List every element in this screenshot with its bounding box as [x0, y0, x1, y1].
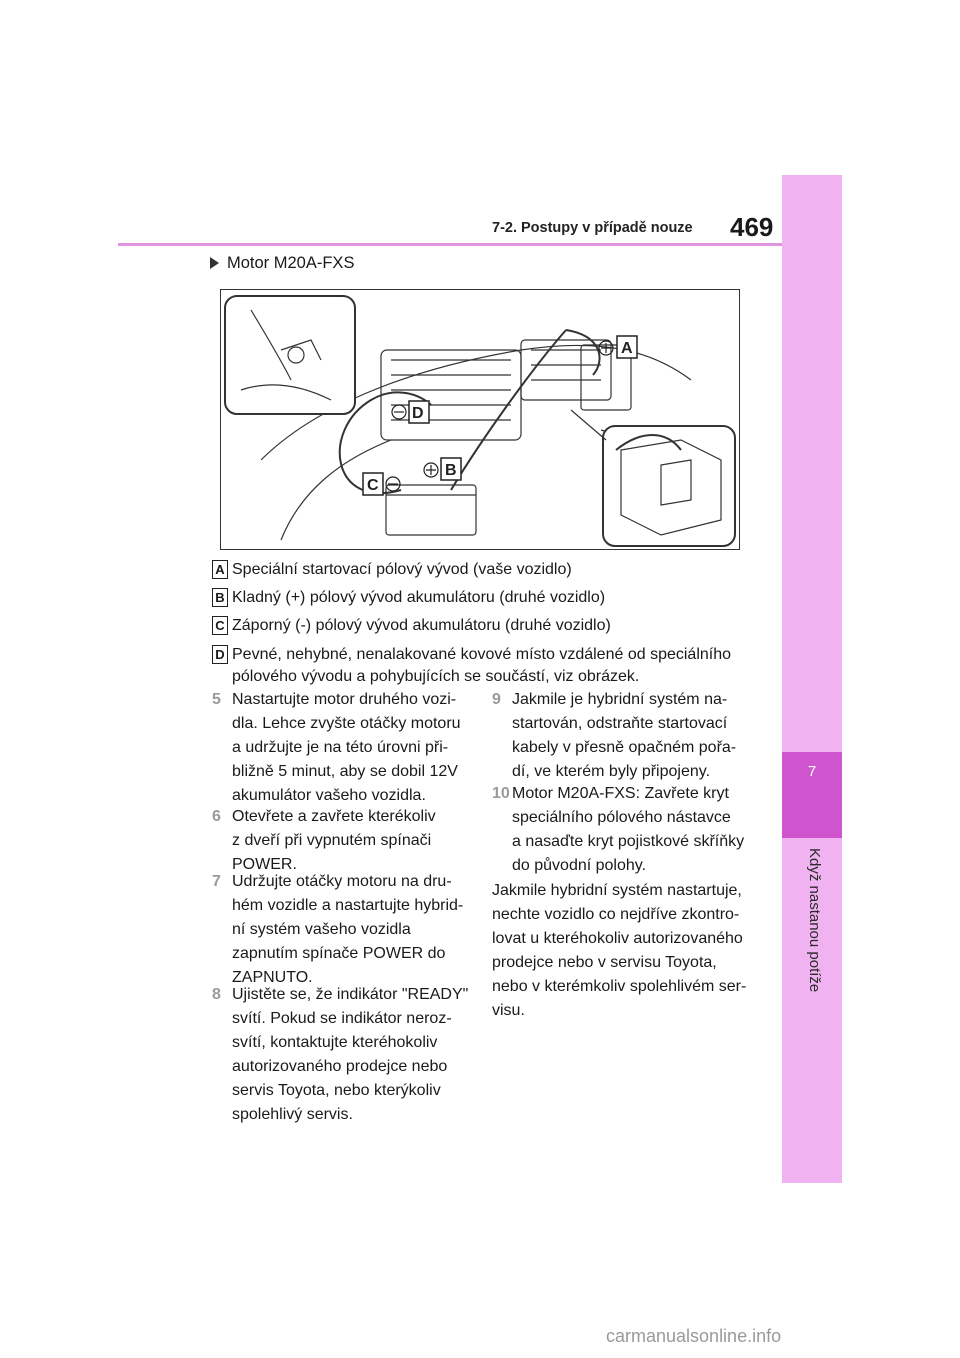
step-text: [232, 983, 468, 1127]
watermark: carmanualsonline.info: [606, 1326, 782, 1346]
page-number: 469: [730, 212, 774, 242]
step-line: kabely v přesně opačném pořa-: [512, 739, 737, 756]
step-number: 5: [212, 691, 221, 708]
inset-top-left: [225, 296, 355, 414]
step-line: z dveří při vypnutém spínači: [232, 832, 432, 849]
paragraph-line: lovat u kteréhokoliv autorizovaného: [492, 930, 743, 947]
step-line: Udržujte otáčky motoru na dru-: [232, 873, 452, 890]
step-number: 7: [212, 873, 221, 890]
step-line: svítí. Pokud se indikátor neroz-: [232, 1010, 452, 1027]
step-line: svítí, kontaktujte kteréhokoliv: [232, 1034, 438, 1051]
step-line: Ujistěte se, že indikátor "READY": [232, 986, 469, 1003]
legend-item-c: [212, 615, 752, 639]
step-5: [212, 688, 482, 808]
step-line: ní systém vašeho vozidla: [232, 921, 411, 938]
chapter-title-vertical: Když nastanou potíže: [806, 848, 823, 993]
legend-item-a: [212, 559, 752, 583]
legend-item-b: [212, 587, 752, 611]
cable-red: [566, 330, 600, 375]
header-rule: [118, 243, 782, 246]
step-line: Nastartujte motor druhého vozi-: [232, 691, 457, 708]
subheading-text: Motor M20A-FXS: [227, 254, 355, 272]
step-number: 10: [492, 785, 510, 802]
callout-d: D: [412, 405, 424, 422]
inset-pointer: [571, 410, 606, 440]
step-7: [212, 870, 482, 990]
step-line: spolehlivý servis.: [232, 1106, 353, 1123]
callout-a: A: [621, 340, 633, 357]
plus-sign-b: [426, 465, 436, 475]
subheading: [210, 254, 354, 273]
callout-c: C: [367, 477, 379, 494]
step-line: dla. Lehce zvyšte otáčky motoru: [232, 715, 461, 732]
step-number: 9: [492, 691, 501, 708]
step-text: [512, 782, 744, 878]
legend-text: Pevné, nehybné, nenalakované kovové místo vzdálené od speciálního pólového vývodu a pohybujících se součástí, viz obrázek.: [232, 646, 732, 685]
engine-illustration-svg: [221, 290, 739, 549]
step-line: Motor M20A-FXS: Zavřete kryt: [512, 785, 729, 802]
paragraph-line: Jakmile hybridní systém nastartuje,: [492, 882, 742, 899]
intake-ribs: [531, 350, 601, 380]
step-line: akumulátor vašeho vozidla.: [232, 787, 426, 804]
triangle-bullet-icon: [210, 257, 219, 269]
step-line: zapnutím spínače POWER do: [232, 945, 446, 962]
section-title: 7-2. Postupy v případě nouze: [492, 220, 693, 236]
legend-letter-box: D: [212, 645, 228, 664]
closing-paragraph: [492, 879, 752, 1023]
paragraph-line: nechte vozidlo co nejdříve zkontro-: [492, 906, 740, 923]
step-8: [212, 983, 482, 1127]
legend-item-d: [212, 644, 752, 690]
step-6: [212, 805, 482, 877]
step-line: POWER.: [232, 856, 297, 873]
step-line: Otevřete a zavřete kterékoliv: [232, 808, 436, 825]
step-text: [512, 688, 736, 784]
step-line: speciálního pólového nástavce: [512, 809, 731, 826]
step-line: ZAPNUTO.: [232, 969, 313, 986]
engine-block: [381, 350, 521, 440]
paragraph-line: visu.: [492, 1002, 525, 1019]
step-line: do původní polohy.: [512, 857, 647, 874]
step-text: [232, 805, 436, 877]
legend-text: Kladný (+) pólový vývod akumulátoru (druhé vozidlo): [232, 589, 606, 606]
step-text: [232, 688, 461, 808]
step-line: a nasaďte kryt pojistkové skříňky: [512, 833, 745, 850]
legend-letter-box: A: [212, 560, 228, 579]
step-9: [492, 688, 762, 784]
step-10: [492, 782, 762, 878]
legend-letter-box: B: [212, 588, 228, 607]
paragraph-line: nebo v kterémkoliv spolehlivém ser-: [492, 978, 747, 995]
step-line: startován, odstraňte startovací: [512, 715, 728, 732]
legend-text: Speciální startovací pólový vývod (vaše vozidlo): [232, 561, 572, 578]
step-line: bližně 5 minut, aby se dobil 12V: [232, 763, 458, 780]
step-line: hém vozidle a nastartujte hybrid-: [232, 897, 464, 914]
paragraph-line: prodejce nebo v servisu Toyota,: [492, 954, 717, 971]
engine-bay-illustration: [220, 289, 740, 550]
step-line: Jakmile je hybridní systém na-: [512, 691, 728, 708]
step-line: autorizovaného prodejce nebo: [232, 1058, 448, 1075]
battery: [386, 485, 476, 535]
legend-letter-box: C: [212, 616, 228, 635]
step-number: 6: [212, 808, 221, 825]
cable-positive: [451, 330, 566, 490]
chapter-number-tab: 7: [782, 752, 842, 838]
step-line: dí, ve kterém byly připojeny.: [512, 763, 711, 780]
step-text: [232, 870, 463, 990]
step-line: a udržujte je na této úrovni při-: [232, 739, 449, 756]
callout-b: B: [445, 462, 457, 479]
step-line: servis Toyota, nebo kterýkoliv: [232, 1082, 441, 1099]
legend-text: Záporný (-) pólový vývod akumulátoru (druhé vozidlo): [232, 617, 611, 634]
step-number: 8: [212, 986, 221, 1003]
